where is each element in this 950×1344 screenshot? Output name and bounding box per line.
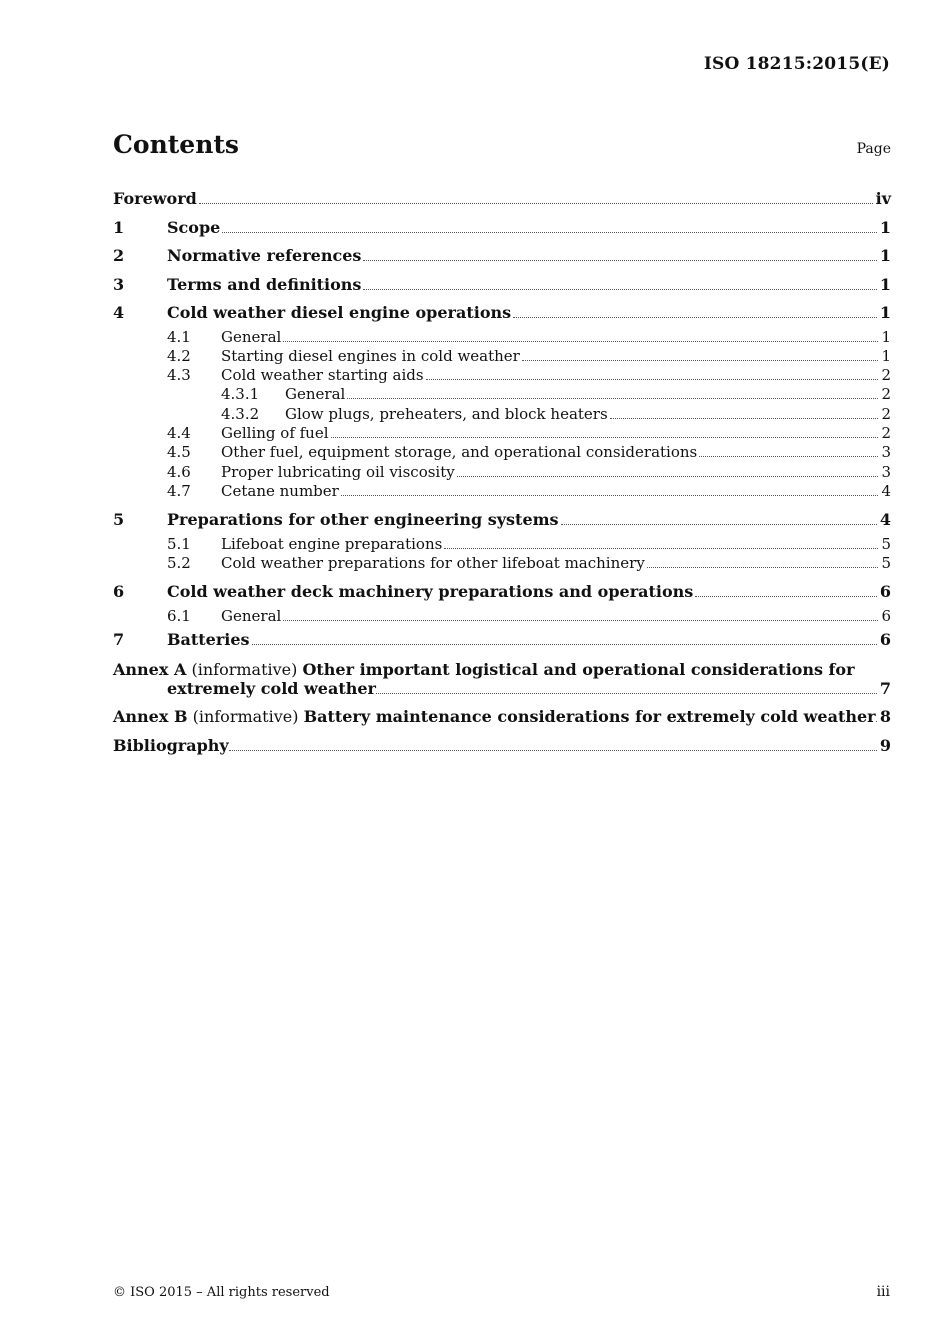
toc-page-number: 2 [881,385,891,404]
toc-entry-4-3-1-general[interactable] [113,385,891,404]
toc-section-number: 5 [113,510,125,530]
leader-dots [561,523,877,525]
toc-section-number: 6.1 [167,606,191,625]
leader-dots [222,231,877,233]
toc-section-number: 5.2 [167,553,191,572]
toc-entry-label: Gelling of fuel [221,423,329,442]
toc-entry-batteries[interactable] [113,626,891,655]
toc-entry-label: Batteries [167,630,250,650]
toc-entry-4-7-cetane-number[interactable] [113,482,891,501]
toc-entry-4-5-other-fuel[interactable] [113,443,891,462]
toc-entry-label: Starting diesel engines in cold weather [221,346,520,365]
toc-entry-4-3-starting-aids[interactable] [113,366,891,385]
toc-page-number: 6 [879,582,891,602]
toc-entry-5-2-lifeboat-machinery[interactable] [113,554,891,573]
toc-page-number: 2 [881,366,891,385]
toc-entry-foreword[interactable] [113,185,891,214]
footer-page-number: iii [876,1284,890,1300]
toc-page-number: 8 [879,706,891,726]
toc-entry-bibliography[interactable] [113,736,891,755]
leader-dots [444,547,878,549]
toc-entry-terms-and-definitions[interactable] [113,271,891,300]
toc-entry-4-1-general[interactable] [113,328,891,347]
toc-entry-preparations-engineering-systems[interactable] [113,506,891,535]
contents-header [113,130,891,159]
toc-page-number: 6 [881,606,891,625]
annex-qualifier: (informative) [192,706,299,726]
leader-dots [699,455,878,457]
leader-dots [341,494,878,496]
toc-entry-normative-references[interactable] [113,242,891,271]
leader-dots [610,417,878,419]
leader-dots [331,436,878,438]
annex-prefix: Annex A [113,659,187,679]
toc-section-number: 4.5 [167,443,191,462]
toc-page-number: 1 [881,327,891,346]
toc-entry-6-1-general[interactable] [113,607,891,626]
leader-dots [426,378,878,380]
toc-page-number: 9 [879,735,891,755]
toc-page-number: 5 [881,534,891,553]
toc-entry-label: General [285,385,346,404]
toc-entry-label: General [221,606,282,625]
toc-entry-label: Glow plugs, preheaters, and block heaters [285,404,608,423]
toc-section-number: 5.1 [167,534,191,553]
toc-entry-label: Normative references [167,246,362,265]
leader-dots [199,202,873,204]
toc-section-number: 4 [113,303,125,322]
annex-prefix: Annex B [113,706,188,726]
annex-title-line2: extremely cold weather [167,678,376,698]
toc-entry-4-2-starting-diesel-engines[interactable] [113,347,891,366]
toc-section-number: 4.2 [167,346,191,365]
toc-entry-scope[interactable] [113,214,891,243]
toc-entry-label: Cetane number [221,481,339,500]
toc-entry-label: General [221,327,282,346]
toc-entry-label: Cold weather preparations for other lifeboat machinery [221,553,645,572]
leader-dots [283,340,878,342]
toc-entry-label: Terms and definitions [167,274,362,294]
toc-entry-label: Cold weather starting aids [221,366,424,385]
toc-page-number: 1 [879,217,891,237]
toc-entry-annex-b[interactable] [113,707,891,726]
toc-page-number: 1 [879,274,891,294]
leader-dots [283,619,878,621]
toc-page-number: 4 [879,510,891,530]
toc-entry-label: Lifeboat engine preparations [221,534,443,553]
leader-dots [457,475,878,477]
toc-page-number: 2 [881,404,891,423]
annex-title: Battery maintenance considerations for extremely cold weather [303,706,876,726]
leader-dots [229,749,877,751]
page-column-label: Page [856,141,891,157]
toc-entry-deck-machinery[interactable] [113,578,891,607]
toc-section-number: 4.6 [167,462,191,481]
toc-entry-annex-a[interactable] [113,660,891,698]
toc-page-number: 5 [881,553,891,572]
toc-entry-4-6-lubricating-oil[interactable] [113,463,891,482]
toc-section-number: 7 [113,630,125,650]
leader-dots [695,595,877,597]
toc-entry-label: Other fuel, equipment storage, and operational considerations [221,443,698,462]
toc-entry-cold-weather-diesel-engine-operations[interactable] [113,299,891,328]
leader-dots [513,316,877,318]
toc-page-number: iv [875,189,891,208]
toc-section-number: 1 [113,217,125,237]
toc-section-number: 3 [113,274,125,294]
toc-section-number: 4.1 [167,327,191,346]
table-of-contents [113,185,891,755]
toc-entry-label: Preparations for other engineering systems [167,510,559,530]
contents-title: Contents [113,130,240,159]
toc-page-number: 1 [881,346,891,365]
toc-section-number: 4.4 [167,423,191,442]
toc-page-number: 1 [879,303,891,322]
toc-section-number: 6 [113,582,125,602]
toc-entry-label: Proper lubricating oil viscosity [221,462,455,481]
leader-dots [647,566,878,568]
toc-entry-label: Bibliography [113,735,229,755]
leader-dots [363,259,876,261]
annex-title-line1: Other important logistical and operational considerations for [302,659,855,679]
toc-section-number: 4.3 [167,366,191,385]
leader-dots [522,359,878,361]
toc-section-number: 2 [113,246,125,265]
toc-entry-5-1-lifeboat-engine[interactable] [113,535,891,554]
toc-entry-4-3-2-glow-plugs[interactable] [113,405,891,424]
leader-dots [252,643,877,645]
toc-entry-4-4-gelling-of-fuel[interactable] [113,424,891,443]
leader-dots [347,397,878,399]
leader-dots [363,288,876,290]
toc-entry-label: Foreword [113,189,197,208]
annex-qualifier: (informative) [191,659,298,679]
toc-entry-label: Scope [167,217,221,237]
leader-dots [876,720,877,722]
toc-page-number: 7 [879,678,891,698]
toc-page-number: 2 [881,423,891,442]
toc-section-number: 4.7 [167,481,191,500]
footer-copyright: © ISO 2015 – All rights reserved [113,1285,330,1300]
document-code: ISO 18215:2015(E) [703,54,890,74]
toc-entry-label: Cold weather diesel engine operations [167,303,512,322]
leader-dots [376,692,877,694]
toc-entry-label: Cold weather deck machinery preparations and operations [167,582,694,602]
toc-section-number: 4.3.2 [221,404,260,423]
toc-page-number: 3 [881,443,891,462]
toc-section-number: 4.3.1 [221,385,260,404]
toc-page-number: 3 [881,462,891,481]
toc-page-number: 4 [881,481,891,500]
toc-page-number: 6 [879,630,891,650]
toc-page-number: 1 [879,246,891,265]
